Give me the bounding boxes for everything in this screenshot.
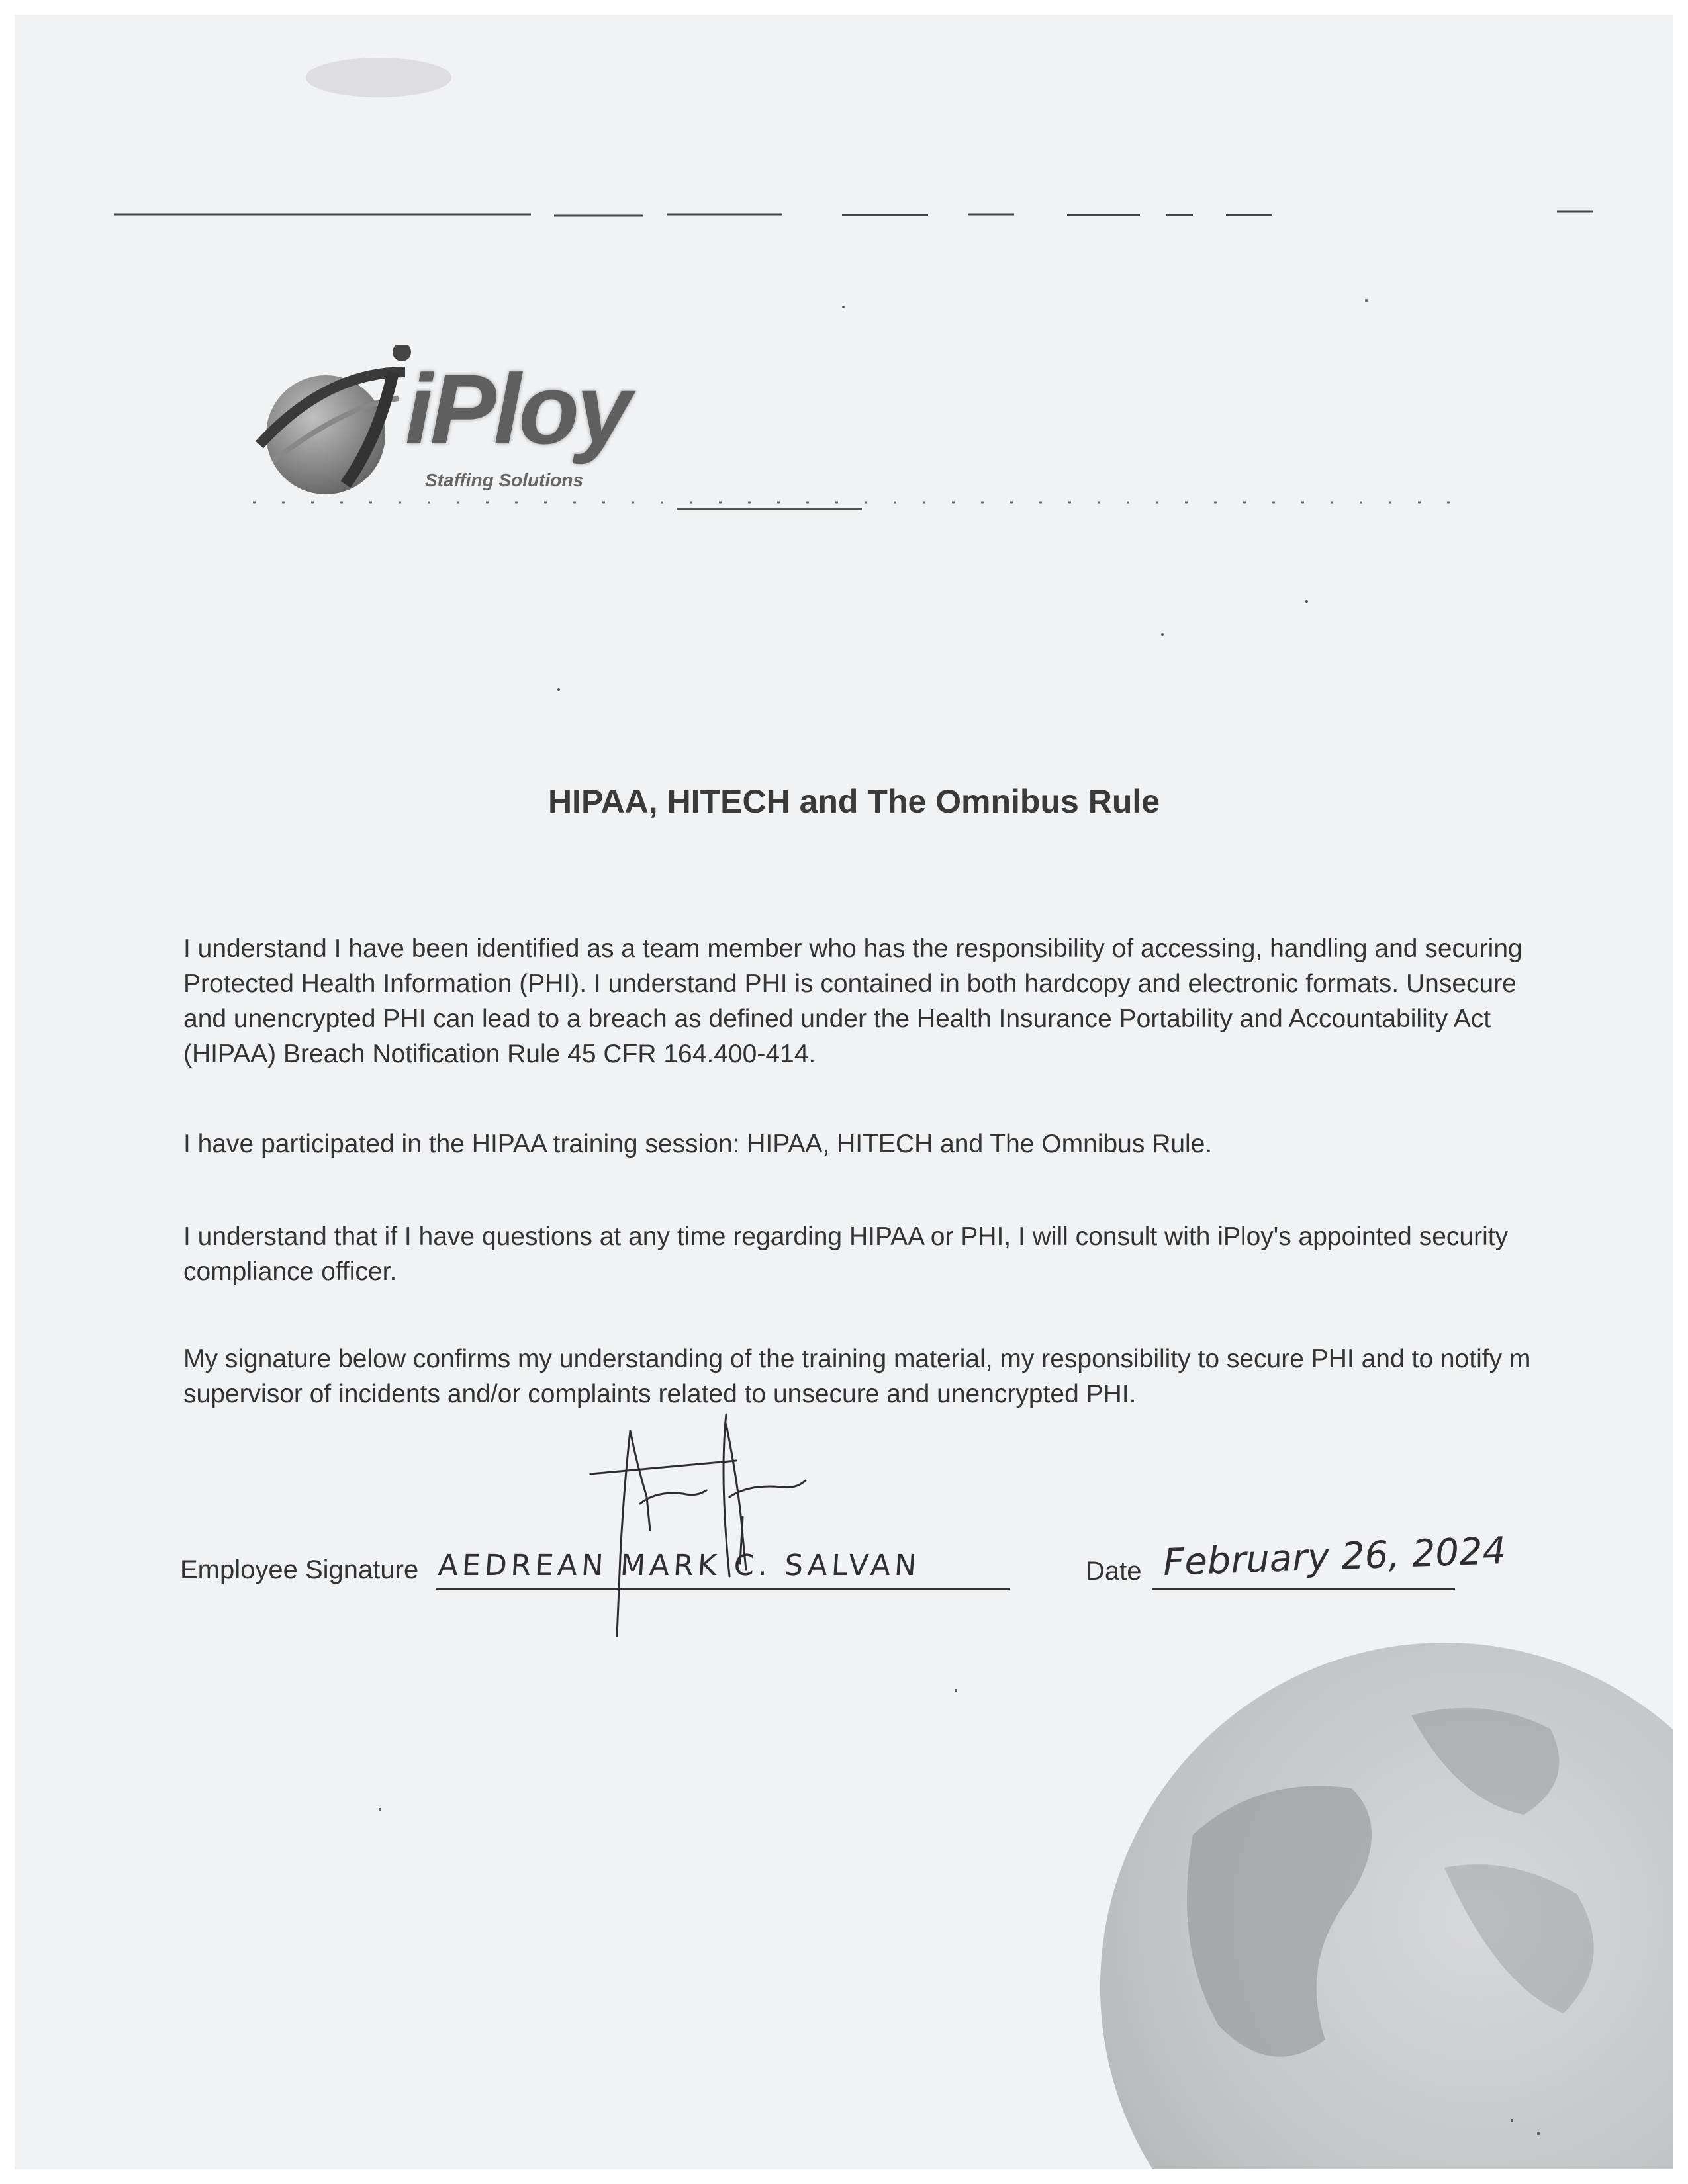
paragraph-responsibility: I understand I have been identified as a team member who has the responsibility of accessing, handling and securing Protected Health Information (PHI). I understand PHI is contained in both hardcopy and electronic formats. Unsecure and unencrypted PHI can lead to a breach as defined under the Health Insurance Portability and Accountability Act (HIPAA) Breach Notification Rule 45 CFR 164.400-414. [183, 934, 1523, 1068]
scan-speck [1537, 2132, 1540, 2135]
globe-watermark [981, 1616, 1673, 2169]
date-line [1152, 1588, 1455, 1590]
scan-speck [1161, 633, 1164, 636]
logo-tagline: Staffing Solutions [425, 470, 584, 490]
paragraph-signature-confirmation: My signature below confirms my understanding of the training material, my responsibility to secure PHI and to notify m supervisor of incidents and/or complaints related to unsecure and unencrypted PHI. [183, 1345, 1531, 1408]
scan-speck [955, 1689, 957, 1692]
paragraph-compliance-officer: I understand that if I have questions at any time regarding HIPAA or PHI, I will consult with iPloy's appointed security compliance officer. [183, 1222, 1509, 1286]
scan-speck [379, 1808, 381, 1811]
document-title: HIPAA, HITECH and The Omnibus Rule [547, 783, 1160, 820]
handwritten-signature [584, 1411, 862, 1643]
handwritten-date: February 26, 2024 [1162, 1529, 1507, 1585]
iploy-logo [246, 345, 723, 537]
scan-speck [1305, 600, 1308, 603]
employee-signature-label: Employee Signature [180, 1555, 419, 1584]
globe-swoosh-icon [246, 345, 418, 518]
scan-speck [557, 688, 560, 691]
printed-employee-name: AEDREAN MARK C. SALVAN [437, 1549, 921, 1582]
scanned-page [15, 15, 1673, 2169]
logo-wordmark: iPloy [405, 353, 630, 465]
scan-speck [842, 306, 845, 308]
scan-speck [1511, 2119, 1513, 2122]
scan-speck [1365, 299, 1368, 302]
date-label: Date [1086, 1557, 1142, 1586]
paragraph-training: I have participated in the HIPAA training session: HIPAA, HITECH and The Omnibus Rule. [183, 1130, 1213, 1158]
